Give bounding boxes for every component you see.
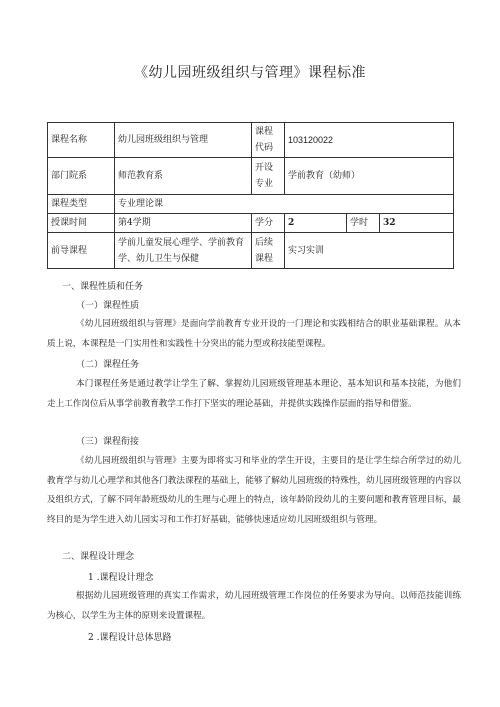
document-title: 《幼儿园班级组织与管理》课程标准	[134, 65, 366, 81]
subsection-heading: （三）课程衔接	[76, 437, 140, 447]
credit-value: 2	[285, 214, 347, 233]
subsection-heading: （一）课程性质	[76, 301, 140, 311]
paragraph: 《幼儿园班级组织与管理》是面向学前教育专业开设的一门理论和实践相结合的职业基础课程。从本质上说，本课程是一门实用性和实践性十分突出的能力型或称技能型课程。	[47, 319, 461, 349]
hours-label: 学时	[347, 214, 380, 233]
table-row	[48, 158, 454, 195]
semester-label: 授课时间	[48, 214, 115, 233]
hours-value: 32	[380, 214, 454, 233]
department-label: 部门院系	[48, 158, 115, 195]
table-row	[48, 123, 454, 158]
subsection-heading: 1 .课程设计理念	[88, 573, 154, 583]
course-code-value: 103120022	[285, 123, 454, 158]
department-value: 师范教育系	[115, 158, 252, 195]
subsection-heading: （二）课程任务	[76, 360, 140, 370]
table-row	[48, 233, 454, 269]
follow-up-label: 后续课程	[252, 233, 285, 269]
follow-up-value: 实习实训	[285, 233, 454, 269]
major-label: 开设专业	[252, 158, 285, 195]
course-name-value: 幼儿园班级组织与管理	[115, 123, 252, 158]
prereq-label: 前导课程	[48, 233, 115, 269]
course-code-label: 课程代码	[252, 123, 285, 158]
major-value: 学前教育（幼师）	[285, 158, 454, 195]
course-type-value: 专业理论课	[115, 195, 454, 214]
semester-value: 第4学期	[115, 214, 252, 233]
section-heading: 二、课程设计理念	[62, 552, 135, 562]
course-name-label: 课程名称	[48, 123, 115, 158]
table-row	[48, 214, 454, 233]
paragraph: 《幼儿园班级组织与管理》主要为即将实习和毕业的学生开设，主要目的是让学生综合所学过的幼儿教育学与幼儿心理学和其他各门教法课程的基础上，能够了解幼儿园班级的特殊性，幼儿园班级管理的内容以及组织方式，了解不同年龄班级幼儿的生理与心理上的特点，该年龄阶段幼儿的主要问题和教育管理目标，最终目的是为学生进入幼儿园实习和工作打好基础，能够快速适应幼儿园班级组织与管理。	[47, 456, 461, 525]
credit-label: 学分	[252, 214, 285, 233]
paragraph: 根据幼儿园班级管理的真实工作需求，幼儿园班级管理工作岗位的任务要求为导向。以师范技能训练为核心，以学生为主体的原则来设置课程。	[47, 591, 461, 621]
prereq-value: 学前儿童发展心理学、学前教育学、幼儿卫生与保健	[115, 233, 252, 269]
table-row	[48, 195, 454, 214]
paragraph: 本门课程任务是通过教学让学生了解、掌握幼儿园班级管理基本理论、基本知识和基本技能，为他们走上工作岗位后从事学前教育教学工作打下坚实的理论基础，并提供实践操作层面的指导和借鉴。	[47, 379, 461, 409]
course-type-label: 课程类型	[48, 195, 115, 214]
section-heading: 一、课程性质和任务	[62, 282, 144, 292]
subsection-heading: 2 .课程设计总体思路	[88, 633, 172, 643]
course-info-table	[47, 122, 454, 269]
